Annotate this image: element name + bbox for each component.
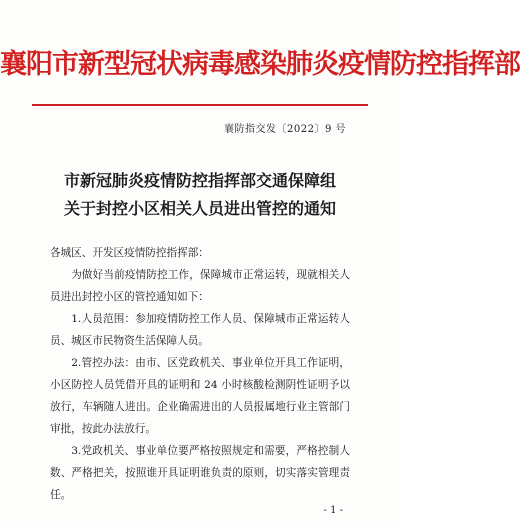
document-title-line-2: 关于封控小区相关人员进出管控的通知: [63, 199, 336, 218]
document-number: 襄防指交发〔2022〕9 号: [224, 124, 346, 135]
paragraph-control-method: 2.管控办法：由市、区党政机关、事业单位开具工作证明，小区防控人员凭借开具的证明和 24 小时核酸检测阴性证明予以放行，车辆随人进出。企业确需进出的人员报属地行业主管部门审批，按此办法放行。: [50, 357, 350, 435]
document-title-line-1: 市新冠肺炎疫情防控指挥部交通保障组: [63, 171, 336, 190]
issuing-authority-banner: 襄阳市新型冠状病毒感染肺炎疫情防控指挥部: [0, 49, 520, 80]
red-divider-line: [32, 104, 368, 106]
addressee: 各城区、开发区疫情防控指挥部：: [50, 247, 209, 259]
page-number: - 1 -: [323, 505, 343, 516]
notice-body: [50, 264, 350, 506]
paragraph-responsibility: 3.党政机关、事业单位要严格按照规定和需要，严格控制人数、严格把关，按照谁开具证明谁负责的原则，切实落实管理责任。: [50, 445, 350, 501]
paragraph-personnel-scope: 1.人员范围：参加疫情防控工作人员、保障城市正常运转人员、城区市民物资生活保障人员。: [50, 313, 350, 347]
intro-paragraph: 为做好当前疫情防控工作，保障城市正常运转，现就相关人员进出封控小区的管控通知如下：: [50, 269, 350, 303]
